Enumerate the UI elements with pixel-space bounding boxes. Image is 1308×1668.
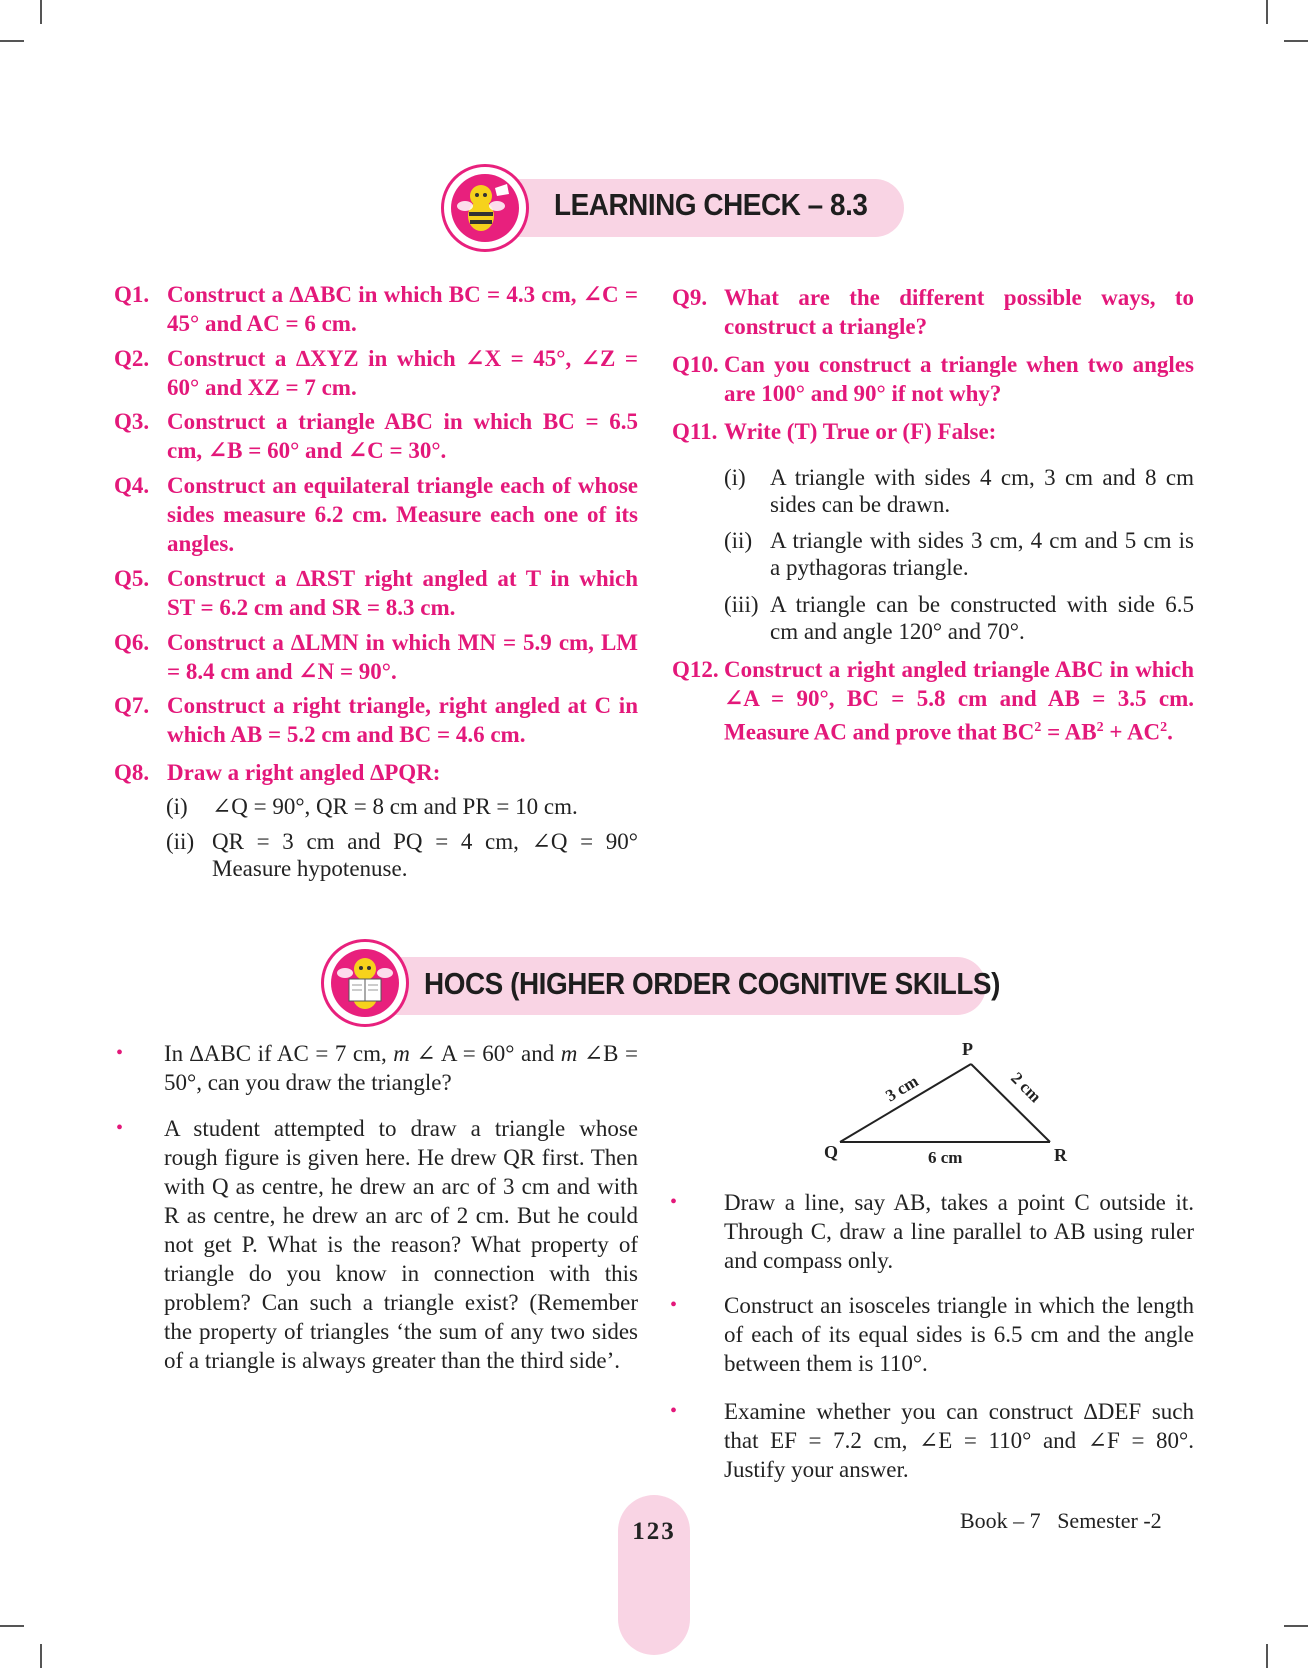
crop-mark	[0, 40, 24, 42]
reading-bee-badge	[321, 939, 409, 1027]
question-text: Construct a ∆LMN in which MN = 5.9 cm, LM = 8.4 cm and ∠N = 90°.	[167, 630, 638, 684]
part-number: (i)	[166, 794, 188, 819]
question-text: Can you construct a triangle when two angles are 100° and 90° if not why?	[724, 352, 1194, 406]
question-q10	[672, 350, 1194, 408]
vertex-q-label: Q	[824, 1142, 839, 1162]
crop-mark	[1266, 0, 1268, 24]
question-text: Construct an equilateral triangle each of whose sides measure 6.2 cm. Measure each one of its angles.	[167, 473, 638, 556]
question-number: Q5.	[114, 566, 150, 591]
reading-bee-icon	[331, 949, 399, 1017]
superscript: 2	[1096, 720, 1104, 735]
question-q4	[114, 471, 638, 558]
question-number: Q7.	[114, 693, 150, 718]
question-q3	[114, 407, 638, 465]
bee-icon	[451, 174, 519, 242]
crop-mark	[40, 0, 42, 24]
question-text: Construct a right triangle, right angled at C in which AB = 5.2 cm and BC = 4.6 cm.	[167, 693, 638, 747]
part-text: QR = 3 cm and PQ = 4 cm, ∠Q = 90° Measure hypotenuse.	[212, 829, 638, 881]
question-text-part: + AC	[1103, 719, 1161, 745]
measure-symbol: m	[560, 1041, 578, 1066]
hocs-bullet-5	[670, 1397, 1194, 1484]
superscript: 2	[1034, 720, 1042, 735]
crop-mark	[0, 1625, 24, 1627]
crop-mark	[1284, 1625, 1308, 1627]
vertex-r-label: R	[1054, 1145, 1067, 1165]
question-q2	[114, 344, 638, 402]
question-text-part: .	[1167, 719, 1173, 745]
hocs-bullet-2	[116, 1114, 638, 1434]
part-text: A triangle with sides 4 cm, 3 cm and 8 cm sides can be drawn.	[770, 465, 1194, 517]
question-number: Q10.	[672, 352, 719, 377]
question-number: Q8.	[114, 760, 150, 785]
question-text: Construct a ∆XYZ in which ∠X = 45°, ∠Z = 60° and XZ = 7 cm.	[167, 346, 638, 400]
part-number: (iii)	[724, 592, 759, 617]
question-q9	[672, 283, 1194, 341]
question-text: Write (T) True or (F) False:	[724, 419, 997, 444]
crop-mark	[1284, 40, 1308, 42]
q11-part-i	[724, 464, 1194, 520]
measure-symbol: m	[393, 1041, 410, 1066]
question-text: Draw a right angled ∆PQR:	[167, 760, 441, 785]
hocs-bullet-1	[116, 1039, 638, 1097]
side-pq-label: 3 cm	[882, 1071, 922, 1106]
bullet-text	[164, 1039, 638, 1097]
question-number: Q12.	[672, 657, 719, 682]
question-number: Q4.	[114, 473, 150, 498]
learning-check-title: LEARNING CHECK – 8.3	[554, 187, 868, 222]
book-label: Book – 7	[960, 1508, 1041, 1533]
question-q1	[114, 280, 638, 338]
question-q11	[672, 417, 1194, 446]
hocs-title: HOCS (HIGHER ORDER COGNITIVE SKILLS)	[424, 966, 1000, 1001]
q8-part-i	[166, 793, 638, 821]
question-text: Construct a ∆ABC in which BC = 4.3 cm, ∠C = 45° and AC = 6 cm.	[167, 282, 638, 336]
question-number: Q11.	[672, 419, 718, 444]
bullet-icon: •	[670, 1400, 678, 1422]
hocs-bullet-4	[670, 1291, 1194, 1378]
question-q6	[114, 628, 638, 686]
part-text: ∠Q = 90°, QR = 8 cm and PR = 10 cm.	[212, 794, 578, 819]
bee-mascot-badge	[441, 164, 529, 252]
bullet-text: A student attempted to draw a triangle whose rough figure is given here. He drew QR first. Then with Q as centre, he drew an arc of 3 cm and with R as centre, he drew an arc of 2 cm. But he could not get P. What is the reason? What property of triangle do you know in connection with this problem? Can such a triangle exist? (Remember the property of triangles ‘the sum of any two sides of a triangle is always greater than the third side’.	[164, 1116, 638, 1373]
part-text: A triangle with sides 3 cm, 4 cm and 5 cm is a pythagoras triangle.	[770, 528, 1194, 580]
question-q7	[114, 691, 638, 749]
question-text-measure: Measure AC and prove that BC	[724, 719, 1035, 745]
bullet-text-part: ∠ A = 60° and	[409, 1041, 561, 1066]
part-text: A triangle can be constructed with side 6.5 cm and angle 120° and 70°.	[770, 592, 1194, 644]
triangle-figure	[818, 1036, 1098, 1166]
bullet-icon: •	[670, 1191, 678, 1213]
bullet-icon: •	[670, 1294, 678, 1316]
question-text-main: Construct a right angled triangle ABC in which ∠A = 90°, BC = 5.8 cm and AB = 3.5 cm.	[724, 657, 1194, 711]
bullet-text: Construct an isosceles triangle in which the length of each of its equal sides is 6.5 cm and the angle between them is 110°.	[724, 1293, 1194, 1376]
side-qr-label: 6 cm	[928, 1148, 963, 1166]
question-text: What are the different possible ways, to construct a triangle?	[724, 285, 1194, 339]
bullet-icon: •	[116, 1042, 124, 1064]
question-text-part: = AB	[1041, 719, 1097, 745]
bullet-icon: •	[116, 1117, 124, 1139]
bullet-text-part: In ∆ABC if AC = 7 cm,	[164, 1041, 394, 1066]
semester-label: Semester -2	[1057, 1508, 1162, 1533]
question-number: Q2.	[114, 346, 150, 371]
part-number: (i)	[724, 465, 746, 490]
question-number: Q1.	[114, 282, 150, 307]
book-info	[960, 1508, 1162, 1534]
bullet-text: Draw a line, say AB, takes a point C outside it. Through C, draw a line parallel to AB using ruler and compass only.	[724, 1190, 1194, 1273]
q11-part-ii	[724, 527, 1194, 583]
question-text: Construct a triangle ABC in which BC = 6.5 cm, ∠B = 60° and ∠C = 30°.	[167, 409, 638, 463]
part-number: (ii)	[724, 528, 753, 553]
q11-part-iii	[724, 591, 1194, 647]
question-text: Construct a ∆RST right angled at T in which ST = 6.2 cm and SR = 8.3 cm.	[167, 566, 638, 620]
hocs-bullet-3	[670, 1188, 1194, 1275]
side-pr	[971, 1064, 1050, 1142]
part-number: (ii)	[166, 829, 195, 854]
question-q5	[114, 564, 638, 622]
side-pr-label: 2 cm	[1007, 1068, 1045, 1107]
question-number: Q9.	[672, 285, 708, 310]
bullet-text: Examine whether you can construct ∆DEF such that EF = 7.2 cm, ∠E = 110° and ∠F = 80°. Justify your answer.	[724, 1399, 1194, 1482]
page-number: 123	[632, 1518, 676, 1545]
question-q8	[114, 758, 638, 787]
question-q12	[672, 655, 1194, 747]
question-number: Q3.	[114, 409, 150, 434]
question-text	[724, 655, 1194, 747]
vertex-p-label: P	[962, 1039, 973, 1059]
question-number: Q6.	[114, 630, 150, 655]
superscript: 2	[1160, 720, 1168, 735]
bullet-text-part: ∠B = 50°, can you draw the triangle?	[164, 1041, 638, 1095]
crop-mark	[1266, 1644, 1268, 1668]
crop-mark	[40, 1644, 42, 1668]
q8-part-ii	[166, 828, 638, 884]
